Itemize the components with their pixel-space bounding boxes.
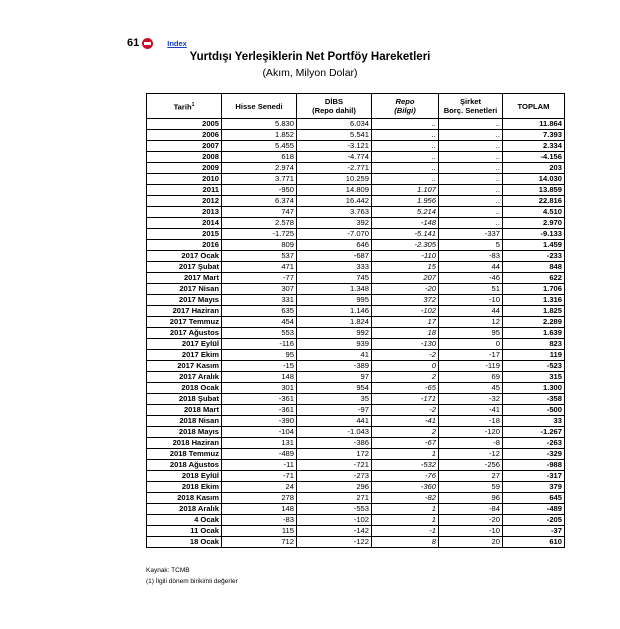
cell-sirket-borc: .. <box>439 119 503 130</box>
cell-toplam: -37 <box>503 526 565 537</box>
cell-repo: -41 <box>372 416 439 427</box>
cell-sirket-borc: -256 <box>439 460 503 471</box>
cell-repo: -20 <box>372 284 439 295</box>
cell-hisse-senedi: 278 <box>222 493 297 504</box>
table-row <box>147 130 565 141</box>
cell-repo: 2 <box>372 372 439 383</box>
page-header <box>127 36 187 50</box>
cell-dibs: 172 <box>297 449 372 460</box>
cell-sirket-borc: .. <box>439 163 503 174</box>
header-toplam: TOPLAM <box>503 94 565 119</box>
cell-sirket-borc: 44 <box>439 262 503 273</box>
cell-toplam: -329 <box>503 449 565 460</box>
table-row <box>147 295 565 306</box>
cell-hisse-senedi: 2.974 <box>222 163 297 174</box>
cell-dibs: 995 <box>297 295 372 306</box>
cell-dibs: 41 <box>297 350 372 361</box>
cell-toplam: 14.030 <box>503 174 565 185</box>
cell-hisse-senedi: 553 <box>222 328 297 339</box>
cell-sirket-borc: -84 <box>439 504 503 515</box>
cell-dibs: 992 <box>297 328 372 339</box>
cell-repo: -102 <box>372 306 439 317</box>
table-row <box>147 416 565 427</box>
cell-sirket-borc: .. <box>439 130 503 141</box>
cell-tarih: 2010 <box>147 174 222 185</box>
cell-repo: -360 <box>372 482 439 493</box>
cell-repo: -2 <box>372 405 439 416</box>
table-row <box>147 449 565 460</box>
cell-toplam: 1.706 <box>503 284 565 295</box>
cell-repo: -110 <box>372 251 439 262</box>
cell-tarih: 2017 Şubat <box>147 262 222 273</box>
table-row <box>147 185 565 196</box>
cell-sirket-borc: .. <box>439 152 503 163</box>
cell-repo: -148 <box>372 218 439 229</box>
table-row <box>147 405 565 416</box>
cell-hisse-senedi: -104 <box>222 427 297 438</box>
cell-repo: 1.107 <box>372 185 439 196</box>
cell-repo: -1 <box>372 526 439 537</box>
cell-repo: -130 <box>372 339 439 350</box>
cell-hisse-senedi: -11 <box>222 460 297 471</box>
cell-tarih: 2018 Temmuz <box>147 449 222 460</box>
cell-tarih: 2018 Mart <box>147 405 222 416</box>
cell-tarih: 2009 <box>147 163 222 174</box>
index-link[interactable]: Index <box>167 38 187 48</box>
cell-sirket-borc: .. <box>439 207 503 218</box>
cell-repo: .. <box>372 119 439 130</box>
table-row <box>147 119 565 130</box>
cell-toplam: 22.816 <box>503 196 565 207</box>
cell-dibs: -102 <box>297 515 372 526</box>
cell-toplam: 2.289 <box>503 317 565 328</box>
table-row <box>147 174 565 185</box>
cell-repo: -532 <box>372 460 439 471</box>
cell-tarih: 2017 Aralık <box>147 372 222 383</box>
table-row <box>147 306 565 317</box>
cell-dibs: -687 <box>297 251 372 262</box>
cell-tarih: 2017 Ekim <box>147 350 222 361</box>
cell-hisse-senedi: -950 <box>222 185 297 196</box>
cell-repo: -5.141 <box>372 229 439 240</box>
cell-sirket-borc: .. <box>439 196 503 207</box>
cell-sirket-borc: .. <box>439 141 503 152</box>
cell-sirket-borc: 44 <box>439 306 503 317</box>
cell-sirket-borc: 96 <box>439 493 503 504</box>
cell-hisse-senedi: 809 <box>222 240 297 251</box>
cell-dibs: 3.763 <box>297 207 372 218</box>
cell-hisse-senedi: 148 <box>222 372 297 383</box>
cell-dibs: 16.442 <box>297 196 372 207</box>
cell-toplam: 610 <box>503 537 565 548</box>
cell-toplam: 11.864 <box>503 119 565 130</box>
cell-hisse-senedi: 6.374 <box>222 196 297 207</box>
cell-repo: 372 <box>372 295 439 306</box>
cell-dibs: -122 <box>297 537 372 548</box>
cell-repo: .. <box>372 130 439 141</box>
cell-repo: -2.305 <box>372 240 439 251</box>
page-title: Yurtdışı Yerleşiklerin Net Portföy Hareketleri <box>189 51 431 63</box>
cell-dibs: -389 <box>297 361 372 372</box>
cell-tarih: 2018 Eylül <box>147 471 222 482</box>
cell-sirket-borc: 51 <box>439 284 503 295</box>
cell-hisse-senedi: 2.578 <box>222 218 297 229</box>
cell-toplam: 2.334 <box>503 141 565 152</box>
cell-dibs: 939 <box>297 339 372 350</box>
cell-tarih: 2017 Temmuz <box>147 317 222 328</box>
cell-hisse-senedi: 635 <box>222 306 297 317</box>
cell-dibs: 6.034 <box>297 119 372 130</box>
portfolio-table <box>146 93 565 548</box>
cell-tarih: 2017 Nisan <box>147 284 222 295</box>
cell-sirket-borc: 20 <box>439 537 503 548</box>
cell-dibs: 745 <box>297 273 372 284</box>
cell-toplam: 13.859 <box>503 185 565 196</box>
cell-sirket-borc: -46 <box>439 273 503 284</box>
cell-tarih: 2005 <box>147 119 222 130</box>
table-row <box>147 493 565 504</box>
cell-repo: .. <box>372 141 439 152</box>
cell-dibs: 271 <box>297 493 372 504</box>
table-row <box>147 471 565 482</box>
cell-sirket-borc: 59 <box>439 482 503 493</box>
cell-dibs: 296 <box>297 482 372 493</box>
cell-repo: 15 <box>372 262 439 273</box>
cell-tarih: 2018 Nisan <box>147 416 222 427</box>
cell-toplam: 1.316 <box>503 295 565 306</box>
cell-dibs: -273 <box>297 471 372 482</box>
table-row <box>147 229 565 240</box>
footnote: (1) İlgili dönem birikimli değerler <box>146 578 238 585</box>
cell-dibs: 97 <box>297 372 372 383</box>
cell-dibs: 35 <box>297 394 372 405</box>
cell-sirket-borc: -32 <box>439 394 503 405</box>
cell-sirket-borc: -120 <box>439 427 503 438</box>
page-number: 61 <box>127 37 140 49</box>
cell-hisse-senedi: 454 <box>222 317 297 328</box>
cell-toplam: -205 <box>503 515 565 526</box>
table-row <box>147 196 565 207</box>
cell-dibs: -553 <box>297 504 372 515</box>
cell-repo: 2 <box>372 427 439 438</box>
cell-toplam: -4.156 <box>503 152 565 163</box>
cell-tarih: 2018 Ocak <box>147 383 222 394</box>
cell-tarih: 4 Ocak <box>147 515 222 526</box>
cell-sirket-borc: -337 <box>439 229 503 240</box>
cell-hisse-senedi: -15 <box>222 361 297 372</box>
cell-dibs: -721 <box>297 460 372 471</box>
cell-hisse-senedi: 1.852 <box>222 130 297 141</box>
cell-tarih: 2018 Ekim <box>147 482 222 493</box>
cell-sirket-borc: 12 <box>439 317 503 328</box>
header-repo: Repo (Bilgi) <box>372 94 439 119</box>
cell-sirket-borc: 5 <box>439 240 503 251</box>
cell-hisse-senedi: 301 <box>222 383 297 394</box>
cell-repo: .. <box>372 163 439 174</box>
cell-tarih: 2007 <box>147 141 222 152</box>
cell-hisse-senedi: 618 <box>222 152 297 163</box>
cell-repo: 1 <box>372 449 439 460</box>
cell-tarih: 2006 <box>147 130 222 141</box>
cell-hisse-senedi: -71 <box>222 471 297 482</box>
cell-hisse-senedi: 115 <box>222 526 297 537</box>
cell-toplam: 7.393 <box>503 130 565 141</box>
cell-repo: -67 <box>372 438 439 449</box>
cell-hisse-senedi: 95 <box>222 350 297 361</box>
source-note: Kaynak: TCMB <box>146 567 190 574</box>
cell-dibs: -142 <box>297 526 372 537</box>
table-row <box>147 328 565 339</box>
cell-hisse-senedi: -489 <box>222 449 297 460</box>
cell-hisse-senedi: -116 <box>222 339 297 350</box>
back-arrow-icon[interactable] <box>142 38 153 49</box>
cell-hisse-senedi: 131 <box>222 438 297 449</box>
cell-dibs: -3.121 <box>297 141 372 152</box>
table-row <box>147 240 565 251</box>
cell-hisse-senedi: 747 <box>222 207 297 218</box>
cell-toplam: 119 <box>503 350 565 361</box>
table-row <box>147 482 565 493</box>
cell-dibs: -4.774 <box>297 152 372 163</box>
cell-tarih: 2018 Aralık <box>147 504 222 515</box>
cell-sirket-borc: -119 <box>439 361 503 372</box>
header-hisse-senedi: Hisse Senedi <box>222 94 297 119</box>
cell-toplam: 203 <box>503 163 565 174</box>
cell-tarih: 2011 <box>147 185 222 196</box>
cell-toplam: -500 <box>503 405 565 416</box>
cell-toplam: 823 <box>503 339 565 350</box>
cell-sirket-borc: .. <box>439 218 503 229</box>
cell-sirket-borc: -10 <box>439 526 503 537</box>
cell-dibs: 441 <box>297 416 372 427</box>
cell-toplam: 315 <box>503 372 565 383</box>
table-row <box>147 361 565 372</box>
cell-repo: -82 <box>372 493 439 504</box>
cell-toplam: -523 <box>503 361 565 372</box>
cell-tarih: 2008 <box>147 152 222 163</box>
table-row <box>147 350 565 361</box>
cell-repo: -76 <box>372 471 439 482</box>
cell-tarih: 2016 <box>147 240 222 251</box>
cell-dibs: 5.541 <box>297 130 372 141</box>
cell-toplam: 645 <box>503 493 565 504</box>
header-dibs: DİBS (Repo dahil) <box>297 94 372 119</box>
table-row <box>147 273 565 284</box>
table-row <box>147 339 565 350</box>
cell-dibs: 954 <box>297 383 372 394</box>
cell-hisse-senedi: -361 <box>222 394 297 405</box>
table-row <box>147 218 565 229</box>
cell-dibs: 1.146 <box>297 306 372 317</box>
cell-tarih: 2018 Ağustos <box>147 460 222 471</box>
cell-repo: 207 <box>372 273 439 284</box>
cell-hisse-senedi: -361 <box>222 405 297 416</box>
cell-toplam: 4.510 <box>503 207 565 218</box>
table-row <box>147 251 565 262</box>
cell-tarih: 2012 <box>147 196 222 207</box>
cell-hisse-senedi: -83 <box>222 515 297 526</box>
table-row <box>147 394 565 405</box>
cell-repo: 1 <box>372 515 439 526</box>
table-row <box>147 262 565 273</box>
cell-tarih: 2014 <box>147 218 222 229</box>
cell-tarih: 2018 Kasım <box>147 493 222 504</box>
cell-toplam: -9.133 <box>503 229 565 240</box>
table-row <box>147 372 565 383</box>
table-row <box>147 141 565 152</box>
cell-hisse-senedi: 712 <box>222 537 297 548</box>
cell-sirket-borc: 95 <box>439 328 503 339</box>
cell-tarih: 2015 <box>147 229 222 240</box>
cell-tarih: 2018 Mayıs <box>147 427 222 438</box>
cell-toplam: 1.459 <box>503 240 565 251</box>
table-row <box>147 460 565 471</box>
cell-tarih: 2017 Kasım <box>147 361 222 372</box>
cell-tarih: 2017 Eylül <box>147 339 222 350</box>
cell-sirket-borc: 45 <box>439 383 503 394</box>
cell-hisse-senedi: 471 <box>222 262 297 273</box>
cell-tarih: 2017 Mayıs <box>147 295 222 306</box>
cell-tarih: 18 Ocak <box>147 537 222 548</box>
header-tarih: Tarih$^1$ <box>147 94 222 119</box>
cell-repo: .. <box>372 174 439 185</box>
cell-sirket-borc: 69 <box>439 372 503 383</box>
cell-dibs: 14.809 <box>297 185 372 196</box>
cell-repo: 17 <box>372 317 439 328</box>
cell-tarih: 2018 Haziran <box>147 438 222 449</box>
cell-hisse-senedi: 307 <box>222 284 297 295</box>
cell-hisse-senedi: -77 <box>222 273 297 284</box>
table-row <box>147 383 565 394</box>
cell-tarih: 2017 Ocak <box>147 251 222 262</box>
cell-dibs: 1.348 <box>297 284 372 295</box>
table-row <box>147 537 565 548</box>
cell-repo: 0 <box>372 361 439 372</box>
page-subtitle: (Akım, Milyon Dolar) <box>262 67 358 79</box>
cell-toplam: -489 <box>503 504 565 515</box>
cell-sirket-borc: .. <box>439 185 503 196</box>
cell-sirket-borc: 0 <box>439 339 503 350</box>
cell-toplam: 848 <box>503 262 565 273</box>
table-row <box>147 207 565 218</box>
cell-repo: .. <box>372 152 439 163</box>
table-row <box>147 317 565 328</box>
cell-sirket-borc: .. <box>439 174 503 185</box>
cell-hisse-senedi: -1.725 <box>222 229 297 240</box>
table-row <box>147 284 565 295</box>
cell-hisse-senedi: 537 <box>222 251 297 262</box>
cell-repo: -65 <box>372 383 439 394</box>
cell-repo: -171 <box>372 394 439 405</box>
cell-tarih: 2017 Mart <box>147 273 222 284</box>
cell-toplam: 379 <box>503 482 565 493</box>
cell-repo: 5.214 <box>372 207 439 218</box>
cell-toplam: 1.300 <box>503 383 565 394</box>
table-row <box>147 427 565 438</box>
cell-repo: 18 <box>372 328 439 339</box>
cell-toplam: 622 <box>503 273 565 284</box>
cell-hisse-senedi: 5.455 <box>222 141 297 152</box>
cell-sirket-borc: -8 <box>439 438 503 449</box>
cell-dibs: 1.824 <box>297 317 372 328</box>
cell-toplam: -263 <box>503 438 565 449</box>
cell-repo: 1 <box>372 504 439 515</box>
cell-hisse-senedi: 148 <box>222 504 297 515</box>
cell-dibs: -97 <box>297 405 372 416</box>
cell-sirket-borc: -17 <box>439 350 503 361</box>
table-header-row <box>147 94 565 119</box>
cell-tarih: 11 Ocak <box>147 526 222 537</box>
cell-repo: 8 <box>372 537 439 548</box>
table-row <box>147 504 565 515</box>
cell-dibs: 646 <box>297 240 372 251</box>
cell-hisse-senedi: -390 <box>222 416 297 427</box>
table-row <box>147 163 565 174</box>
cell-repo: 1.956 <box>372 196 439 207</box>
cell-sirket-borc: -83 <box>439 251 503 262</box>
cell-hisse-senedi: 331 <box>222 295 297 306</box>
cell-tarih: 2017 Haziran <box>147 306 222 317</box>
cell-sirket-borc: -10 <box>439 295 503 306</box>
cell-hisse-senedi: 5.830 <box>222 119 297 130</box>
cell-toplam: -988 <box>503 460 565 471</box>
cell-tarih: 2018 Şubat <box>147 394 222 405</box>
cell-sirket-borc: 27 <box>439 471 503 482</box>
cell-sirket-borc: -18 <box>439 416 503 427</box>
table-row <box>147 438 565 449</box>
cell-dibs: -7.070 <box>297 229 372 240</box>
cell-dibs: 392 <box>297 218 372 229</box>
cell-tarih: 2013 <box>147 207 222 218</box>
cell-toplam: 1.825 <box>503 306 565 317</box>
cell-hisse-senedi: 24 <box>222 482 297 493</box>
cell-sirket-borc: -12 <box>439 449 503 460</box>
cell-sirket-borc: -41 <box>439 405 503 416</box>
cell-dibs: -386 <box>297 438 372 449</box>
cell-dibs: -2.771 <box>297 163 372 174</box>
cell-toplam: 2.970 <box>503 218 565 229</box>
cell-sirket-borc: -20 <box>439 515 503 526</box>
cell-dibs: -1.043 <box>297 427 372 438</box>
cell-toplam: -1.267 <box>503 427 565 438</box>
cell-tarih: 2017 Ağustos <box>147 328 222 339</box>
cell-toplam: 33 <box>503 416 565 427</box>
cell-toplam: -317 <box>503 471 565 482</box>
cell-toplam: -358 <box>503 394 565 405</box>
cell-toplam: -233 <box>503 251 565 262</box>
cell-dibs: 333 <box>297 262 372 273</box>
cell-repo: -2 <box>372 350 439 361</box>
cell-dibs: 10.259 <box>297 174 372 185</box>
table-row <box>147 515 565 526</box>
table-body <box>147 119 565 548</box>
header-sirket-borc: Şirket Borç. Senetleri <box>439 94 503 119</box>
table-row <box>147 152 565 163</box>
cell-toplam: 1.639 <box>503 328 565 339</box>
cell-hisse-senedi: 3.771 <box>222 174 297 185</box>
table-row <box>147 526 565 537</box>
